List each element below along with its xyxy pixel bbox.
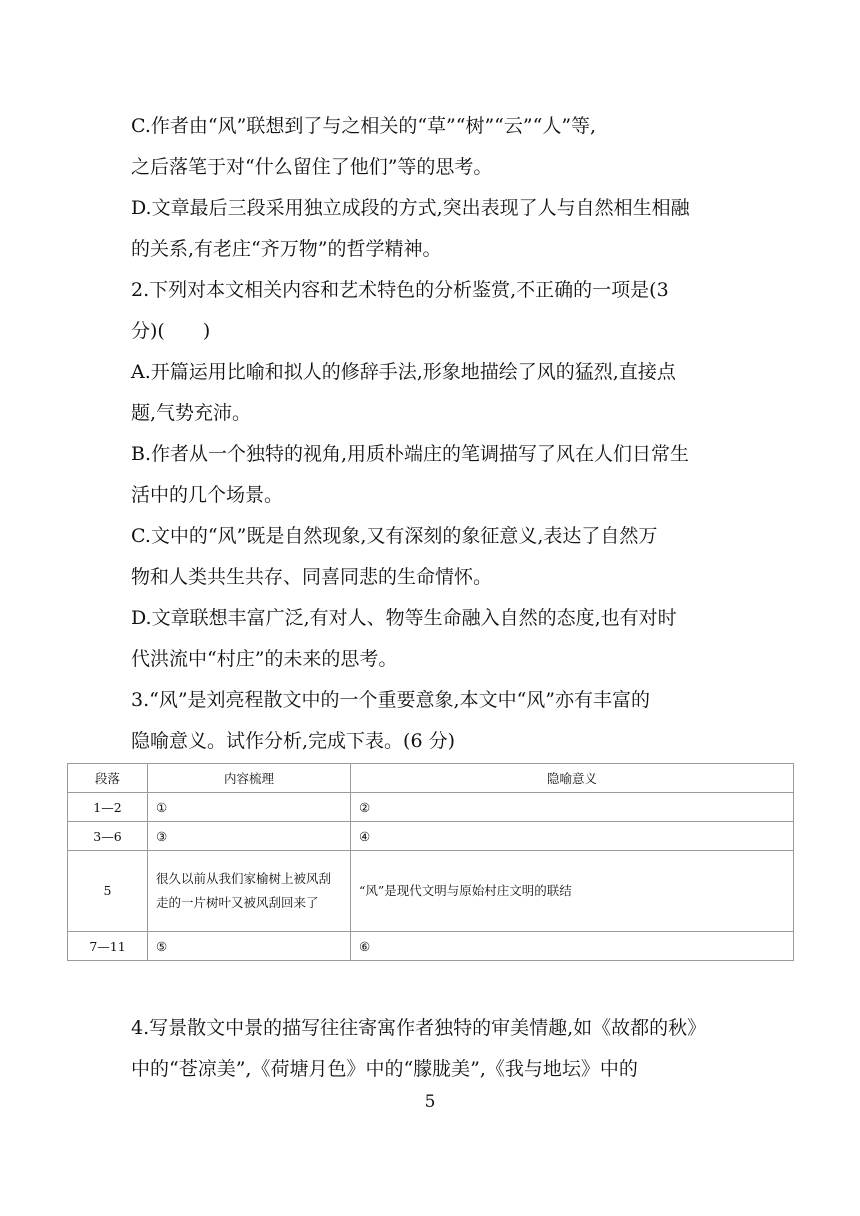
q2-option-b-line-2: 活中的几个场景。: [131, 484, 284, 506]
option-d-line-2: 的关系,有老庄“齐万物”的哲学精神。: [131, 238, 442, 260]
header-paragraph: 段落: [68, 764, 148, 793]
header-metaphor-meaning: 隐喻意义: [351, 764, 794, 793]
question-4-line-2: 中的“苍凉美”,《荷塘月色》中的“朦胧美”,《我与地坛》中的: [131, 1058, 638, 1080]
row-meaning-blank[interactable]: ④: [351, 822, 794, 851]
option-c-line-2: 之后落笔于对“什么留住了他们”等的思考。: [131, 156, 493, 178]
row-meaning-blank[interactable]: ②: [351, 793, 794, 822]
row-content-blank[interactable]: ①: [148, 793, 351, 822]
question-4-line-1: 4.写景散文中景的描写往往寄寓作者独特的审美情趣,如《故都的秋》: [131, 1017, 707, 1039]
row-content: 很久以前从我们家榆树上被风刮走的一片树叶又被风刮回来了: [148, 851, 351, 932]
metaphor-analysis-table: [67, 763, 794, 961]
question-2-line-2: 分)( ): [131, 320, 211, 342]
table-row: [68, 932, 794, 961]
q2-option-c-line-2: 物和人类共生共存、同喜同悲的生命情怀。: [131, 566, 493, 588]
row-content-blank[interactable]: ③: [148, 822, 351, 851]
table-row: [68, 793, 794, 822]
q2-option-d-line-2: 代洪流中“村庄”的未来的思考。: [131, 648, 398, 670]
row-paragraph: 1—2: [68, 793, 148, 822]
q2-option-a-line-1: A.开篇运用比喻和拟人的修辞手法,形象地描绘了风的猛烈,直接点: [131, 361, 676, 383]
option-c-line-1: C.作者由“风”联想到了与之相关的“草”“树”“云”“人”等,: [131, 115, 597, 137]
q2-option-b-line-1: B.作者从一个独特的视角,用质朴端庄的笔调描写了风在人们日常生: [131, 443, 690, 465]
row-paragraph: 7—11: [68, 932, 148, 961]
table-row: [68, 822, 794, 851]
q2-option-d-line-1: D.文章联想丰富广泛,有对人、物等生命融入自然的态度,也有对时: [131, 607, 677, 629]
option-d-line-1: D.文章最后三段采用独立成段的方式,突出表现了人与自然相生相融: [131, 197, 690, 219]
question-3-line-1: 3.“风”是刘亮程散文中的一个重要意象,本文中“风”亦有丰富的: [131, 689, 651, 711]
q2-option-a-line-2: 题,气势充沛。: [131, 402, 252, 424]
row-paragraph: 3—6: [68, 822, 148, 851]
page-number: 5: [424, 1092, 436, 1112]
question-3-line-2: 隐喻意义。试作分析,完成下表。(6 分): [131, 730, 455, 752]
row-meaning: “风”是现代文明与原始村庄文明的联结: [351, 851, 794, 932]
row-paragraph: 5: [68, 851, 148, 932]
q2-option-c-line-1: C.文中的“风”既是自然现象,又有深刻的象征意义,表达了自然万: [131, 525, 658, 547]
row-content-blank[interactable]: ⑤: [148, 932, 351, 961]
table-header-row: [68, 764, 794, 793]
header-content-summary: 内容梳理: [148, 764, 351, 793]
table-row: [68, 851, 794, 932]
row-meaning-blank[interactable]: ⑥: [351, 932, 794, 961]
question-2-line-1: 2.下列对本文相关内容和艺术特色的分析鉴赏,不正确的一项是(3: [131, 279, 669, 301]
